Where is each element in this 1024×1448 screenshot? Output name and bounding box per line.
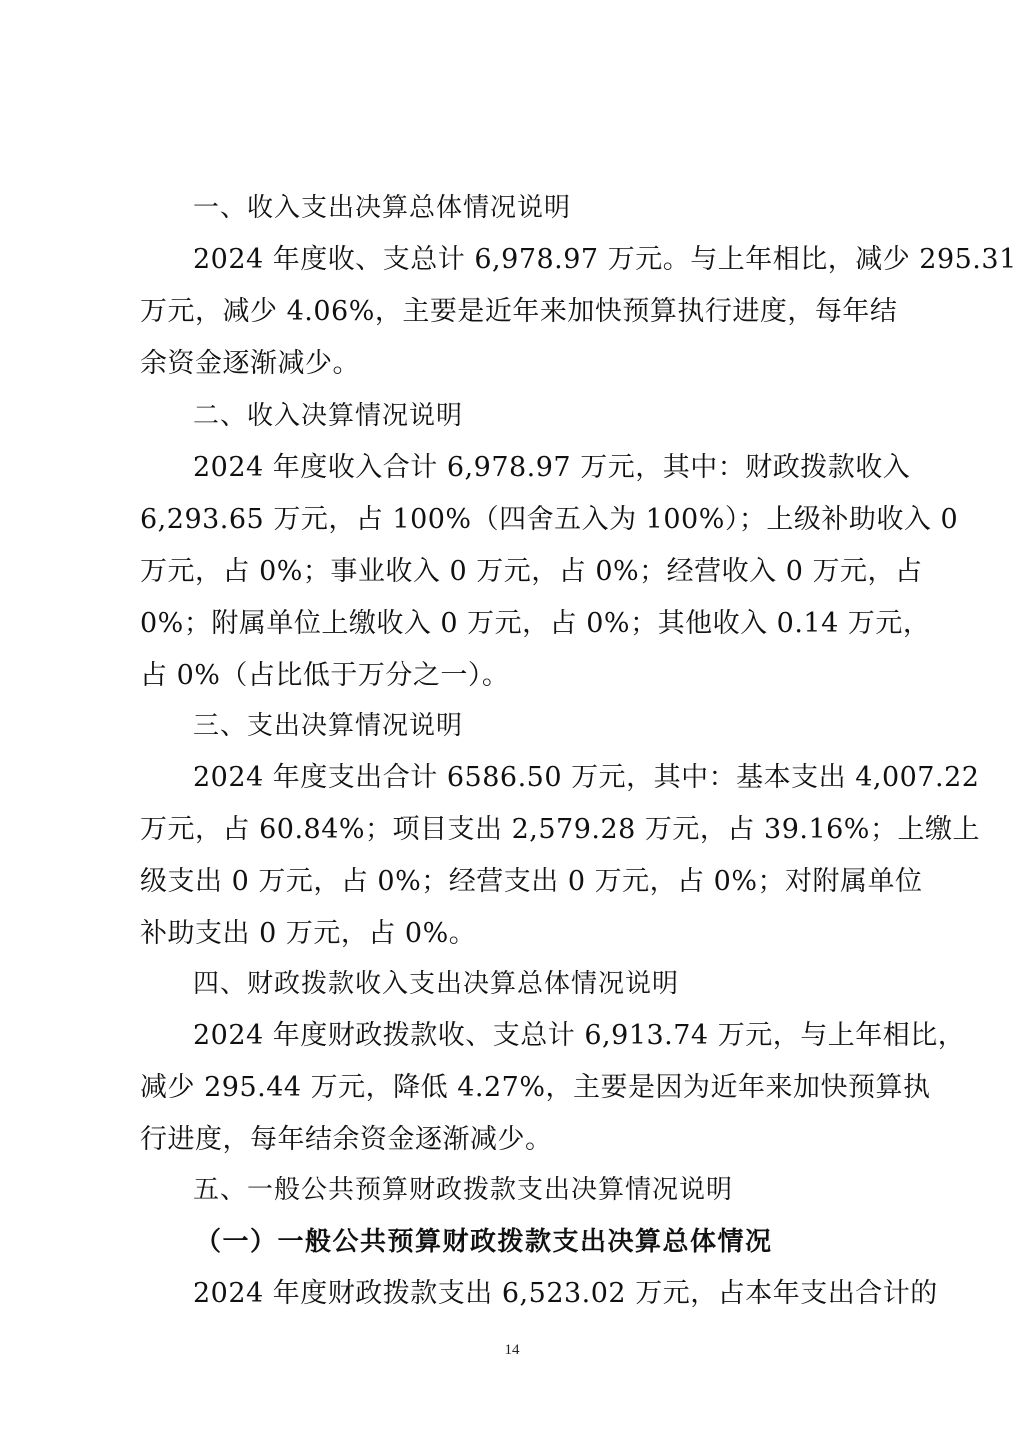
section-3-line-3: 级支出 0 万元，占 0%；经营支出 0 万元，占 0%；对附属单位 bbox=[140, 866, 923, 897]
section-2-line-4: 0%；附属单位上缴收入 0 万元，占 0%；其他收入 0.14 万元， bbox=[140, 608, 931, 639]
section-3-heading: 三、支出决算情况说明 bbox=[193, 711, 464, 741]
section-1-line-2: 万元，减少 4.06%，主要是近年来加快预算执行进度，每年结 bbox=[140, 296, 898, 327]
section-2-heading: 二、收入决算情况说明 bbox=[193, 401, 464, 431]
section-1-line-1: 2024 年度收、支总计 6,978.97 万元。与上年相比，减少 295.31 bbox=[193, 244, 1017, 275]
section-4-heading: 四、财政拨款收入支出决算总体情况说明 bbox=[193, 969, 680, 999]
page-number: 14 bbox=[504, 1342, 520, 1358]
section-3-line-4: 补助支出 0 万元，占 0%。 bbox=[140, 918, 477, 949]
section-1-line-3: 余资金逐渐减少。 bbox=[140, 348, 360, 379]
section-2-line-3: 万元，占 0%；事业收入 0 万元，占 0%；经营收入 0 万元，占 bbox=[140, 556, 923, 587]
section-2-line-2: 6,293.65 万元，占 100%（四舍五入为 100%）；上级补助收入 0 bbox=[140, 504, 959, 535]
section-5-heading: 五、一般公共预算财政拨款支出决算情况说明 bbox=[193, 1175, 734, 1205]
section-5-subheading: （一）一般公共预算财政拨款支出决算总体情况 bbox=[195, 1227, 773, 1257]
section-3-line-2: 万元，占 60.84%；项目支出 2,579.28 万元，占 39.16%；上缴上 bbox=[140, 814, 980, 845]
section-3-line-1: 2024 年度支出合计 6586.50 万元，其中：基本支出 4,007.22 bbox=[193, 762, 980, 793]
section-4-line-2: 减少 295.44 万元，降低 4.27%，主要是因为近年来加快预算执 bbox=[140, 1072, 931, 1103]
section-2-line-1: 2024 年度收入合计 6,978.97 万元，其中：财政拨款收入 bbox=[193, 452, 911, 483]
section-2-line-5: 占 0%（占比低于万分之一）。 bbox=[140, 660, 510, 691]
section-5-line-1: 2024 年度财政拨款支出 6,523.02 万元，占本年支出合计的 bbox=[193, 1278, 938, 1309]
section-4-line-1: 2024 年度财政拨款收、支总计 6,913.74 万元，与上年相比， bbox=[193, 1020, 966, 1051]
section-4-line-3: 行进度，每年结余资金逐渐减少。 bbox=[140, 1124, 553, 1155]
section-1-heading: 一、收入支出决算总体情况说明 bbox=[193, 193, 572, 223]
